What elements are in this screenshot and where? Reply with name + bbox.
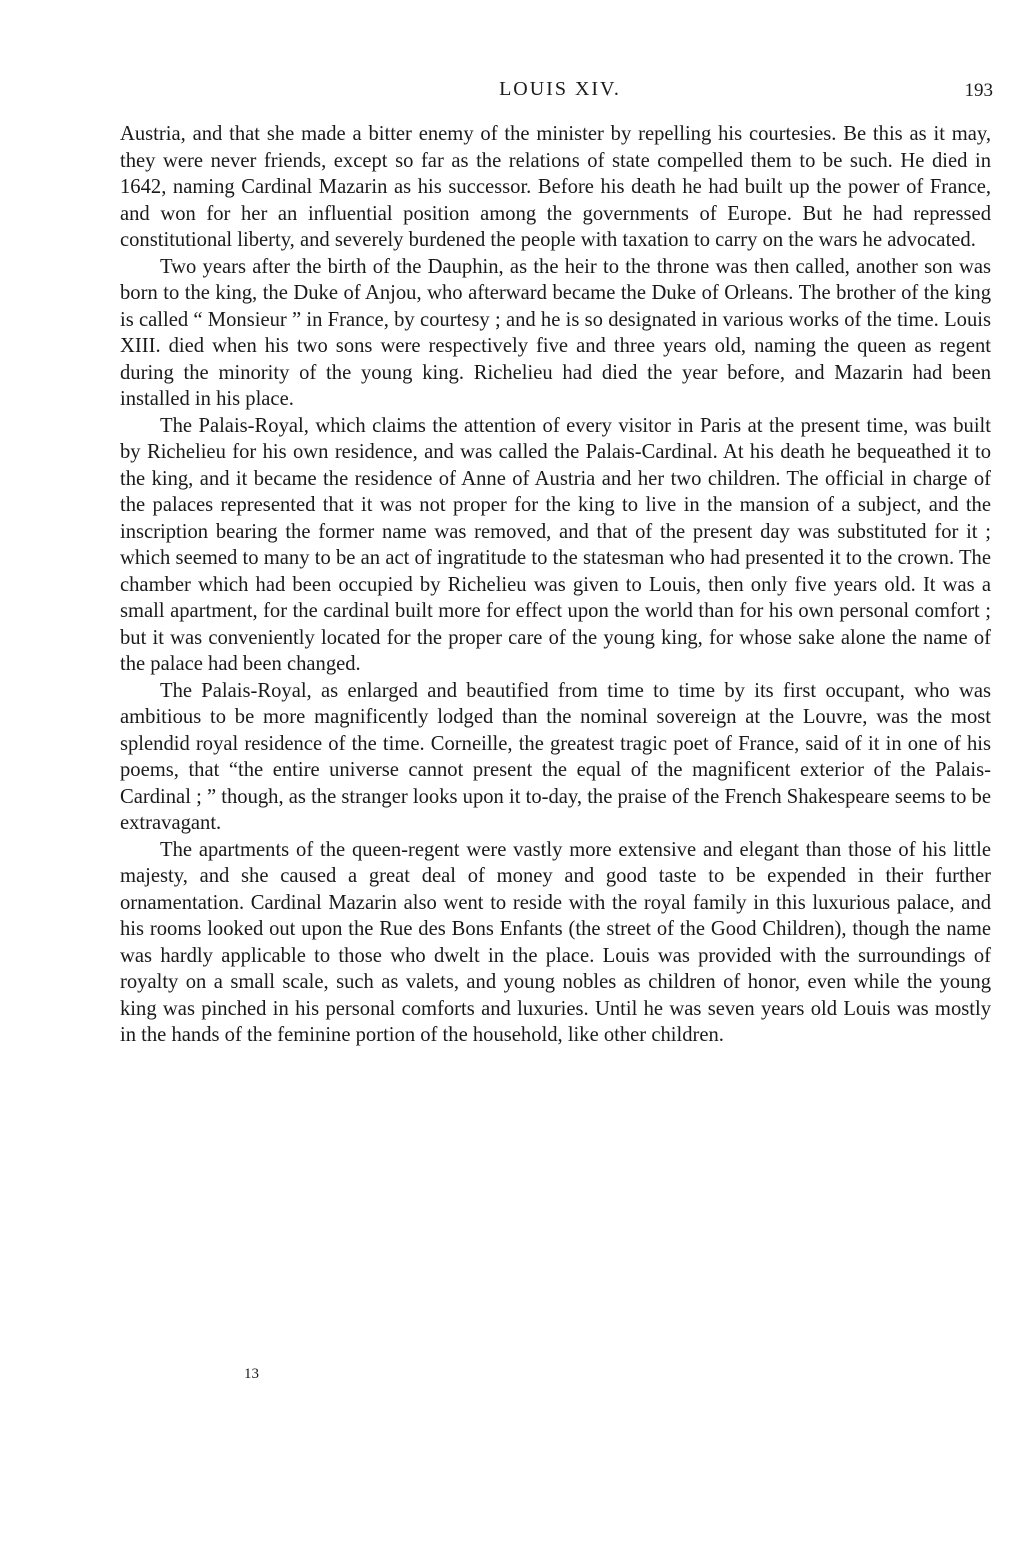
page-number: 193	[964, 80, 993, 101]
paragraph: Two years after the birth of the Dauphin, as the heir to the throne was then called, another son was born to the king, the Duke of Anjou, who afterward became the Duke of Orleans. The brother of the king is called “ Monsieur ” in France, by courtesy ; and he is so designated in various works of the time. Louis XIII. died when his two sons were respectively five and three years old, naming the queen as regent during the minority of the young king. Richelieu had died the year before, and Mazarin had been installed in his place.	[120, 255, 991, 410]
body-text	[120, 121, 991, 1049]
running-title: LOUIS XIV.	[499, 78, 621, 100]
running-head	[0, 78, 1027, 108]
signature-mark: 13	[244, 1366, 259, 1382]
paragraph: The Palais-Royal, which claims the attention of every visitor in Paris at the present time, was built by Richelieu for his own residence, and was called the Palais-Cardinal. At his death he bequeathed it to the king, and it became the residence of Anne of Austria and her two children. The official in charge of the palaces represented that it was not proper for the king to live in the mansion of a subject, and the inscription bearing the former name was removed, and that of the present day was substituted for it ; which seemed to many to be an act of ingratitude to the statesman who had presented it to the crown. The chamber which had been occupied by Richelieu was given to Louis, then only five years old. It was a small apartment, for the cardinal built more for effect upon the world than for his own personal comfort ; but it was conveniently located for the proper care of the young king, for whose sake alone the name of the palace had been changed.	[120, 414, 991, 675]
paragraph: Austria, and that she made a bitter enemy of the minister by repelling his courtesies. Be this as it may, they were never friends, except so far as the relations of state compelled them to be such. He died in 1642, naming Cardinal Mazarin as his successor. Before his death he had built up the power of France, and won for her an influential position among the governments of Europe. But he had repressed constitutional liberty, and severely burdened the people with taxation to carry on the wars he advocated.	[120, 123, 991, 251]
paragraph: The Palais-Royal, as enlarged and beautified from time to time by its first occupant, who was ambitious to be more magnificently lodged than the nominal sovereign at the Louvre, was the most splendid royal residence of the time. Corneille, the greatest tragic poet of France, said of it in one of his poems, that “the entire universe cannot present the equal of the magnificent exterior of the Palais-Cardinal ; ” though, as the stranger looks upon it to-day, the praise of the French Shakespeare seems to be extravagant.	[120, 679, 991, 834]
paragraph: The apartments of the queen-regent were vastly more extensive and elegant than those of his little majesty, and she caused a great deal of money and good taste to be expended in their further ornamentation. Cardinal Mazarin also went to reside with the royal family in this luxurious palace, and his rooms looked out upon the Rue des Bons Enfants (the street of the Good Children), though the name was hardly applicable to those who dwelt in the place. Louis was provided with the surroundings of royalty on a small scale, such as valets, and young nobles as children of honor, even while the young king was pinched in his personal comforts and luxuries. Until he was seven years old Louis was mostly in the hands of the feminine portion of the household, like other children.	[120, 838, 991, 1046]
